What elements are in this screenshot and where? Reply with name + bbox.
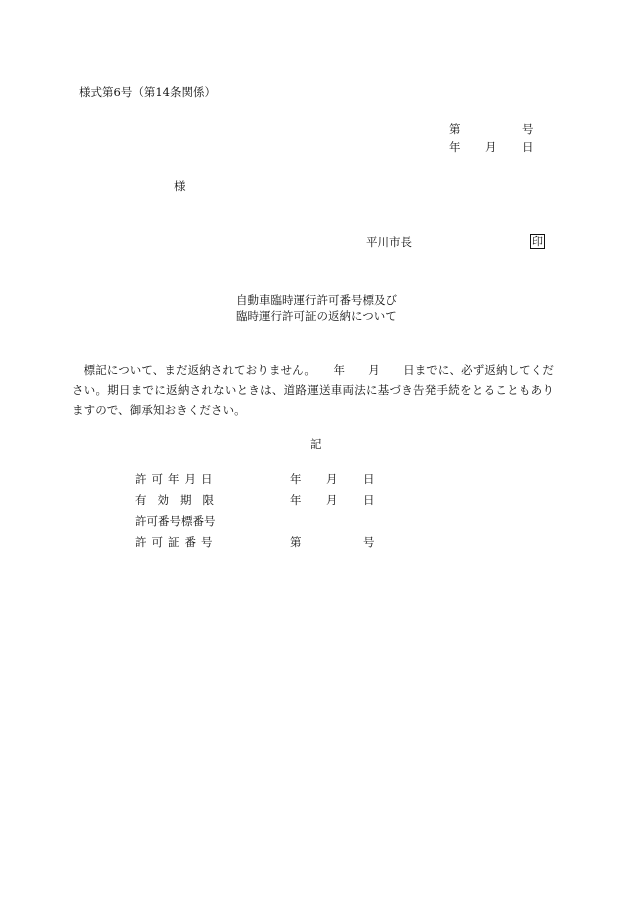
item-day: 日	[363, 493, 375, 507]
item-number-suffix: 号	[363, 535, 375, 549]
item-row-validity	[135, 495, 395, 516]
item-list	[135, 474, 395, 558]
date-day: 日	[522, 140, 534, 154]
seal-mark: 印	[532, 235, 543, 248]
document-title	[236, 292, 397, 324]
item-month: 月	[326, 472, 338, 486]
item-year: 年	[290, 493, 302, 507]
item-label: 許可証番号	[135, 535, 218, 549]
item-row-plate-number	[135, 516, 395, 537]
item-row-permit-date	[135, 474, 395, 495]
item-month: 月	[326, 493, 338, 507]
title-line-1: 自動車臨時運行許可番号標及び	[236, 293, 397, 307]
addressee-honorific: 様	[174, 179, 186, 193]
item-number-prefix: 第	[290, 535, 302, 549]
item-year: 年	[290, 472, 302, 486]
item-label: 有効期限	[135, 493, 225, 507]
form-label: 様式第6号（第14条関係）	[79, 85, 216, 99]
title-line-2: 臨時運行許可証の返納について	[236, 309, 397, 323]
date-month: 月	[485, 140, 497, 154]
item-row-certificate-number	[135, 537, 395, 558]
date-year: 年	[449, 140, 461, 154]
body-paragraph: 標記について、まだ返納されておりません。 年 月 日までに、必ず返納してください。期日までに返納されないときは、道路運送車両法に基づき告発手続をとることもありますので、御承知おきください。	[72, 363, 554, 417]
sender-name: 平川市長	[366, 235, 412, 249]
number-suffix: 号	[522, 122, 534, 136]
item-label: 許可年月日	[135, 472, 218, 486]
item-label: 許可番号標番号	[135, 514, 216, 528]
number-prefix: 第	[449, 122, 461, 136]
item-day: 日	[363, 472, 375, 486]
ki-heading: 記	[310, 437, 322, 451]
